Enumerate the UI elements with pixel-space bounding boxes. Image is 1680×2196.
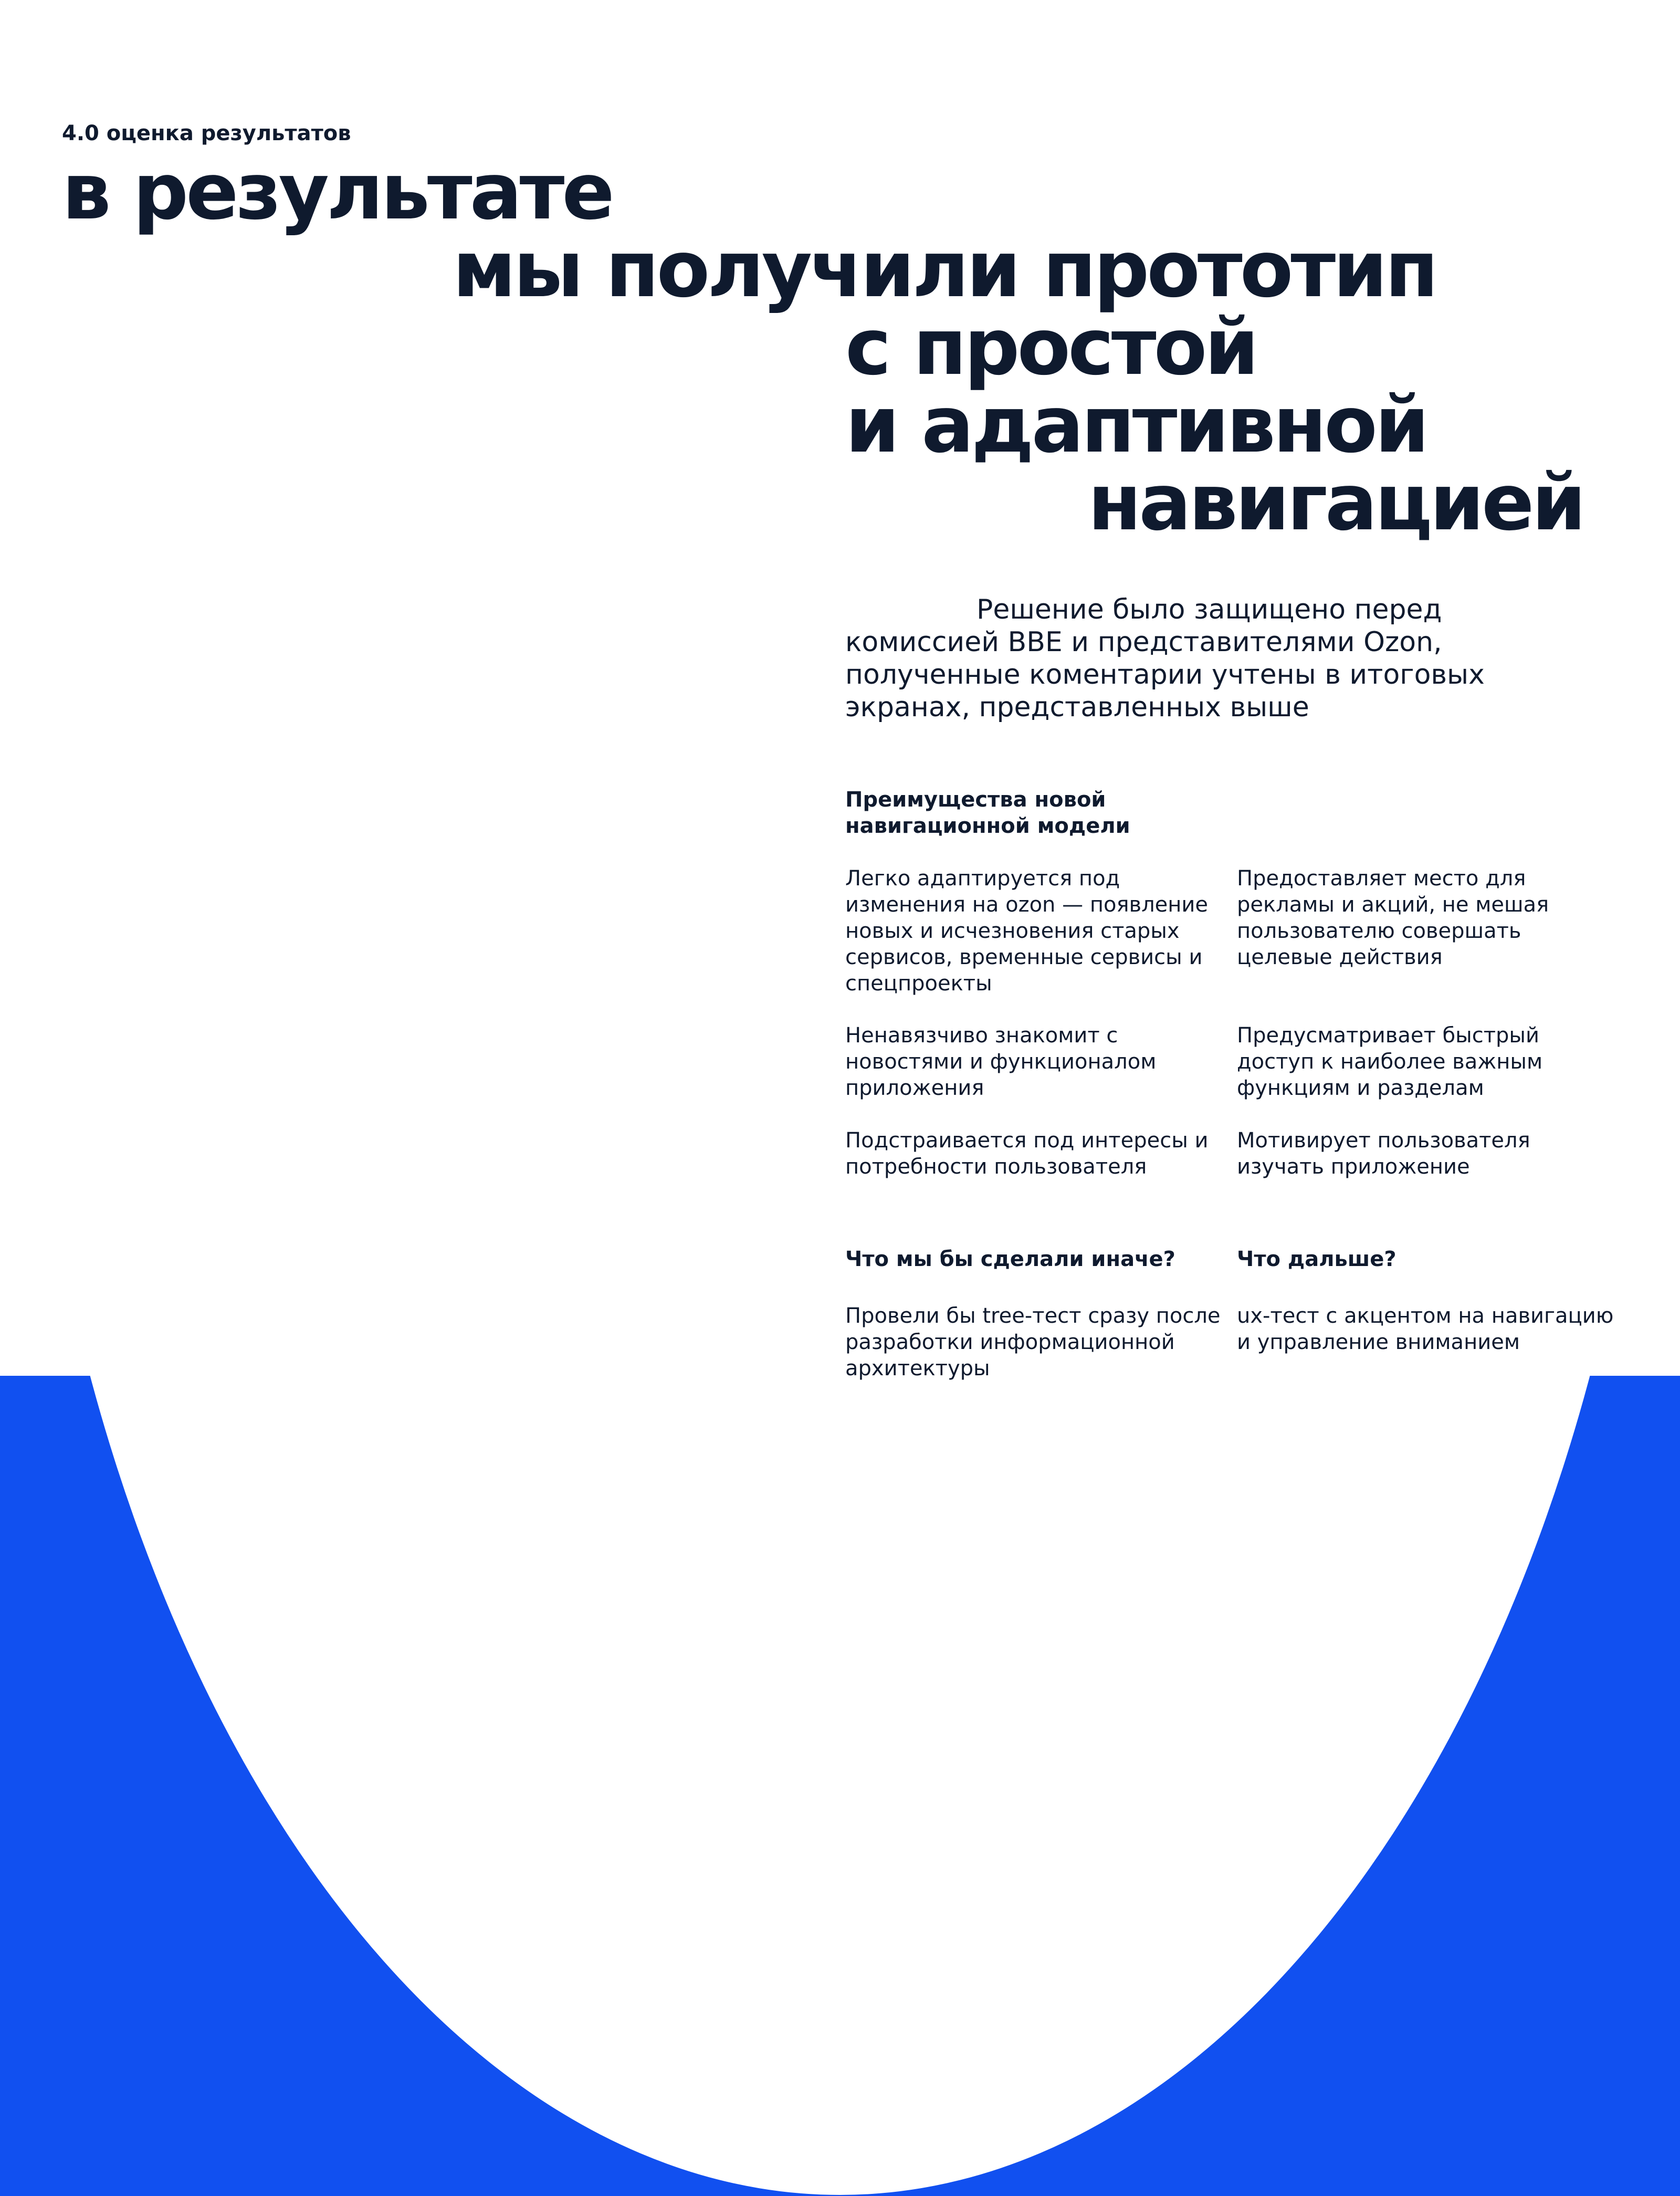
- advantage-item: Предоставляет место для рекламы и акций, не мешая пользователю совершать целевые действия: [1237, 866, 1549, 969]
- headline-line-3: с простой: [845, 302, 1257, 392]
- next-text: ux-тест с акцентом на навигацию и управление вниманием: [1237, 1304, 1614, 1354]
- section-label: 4.0 оценка результатов: [62, 121, 351, 145]
- advantage-item: Предусматривает быстрый доступ к наиболее важным функциям и разделам: [1237, 1023, 1543, 1100]
- advantage-item: Подстраивается под интересы и потребности пользователя: [845, 1128, 1209, 1179]
- advantage-item: Ненавязчиво знакомит с новостями и функционалом приложения: [845, 1023, 1157, 1100]
- lead-paragraph: Решение было защищено перед комиссией ВВЕ и представителями Ozon, полученные коментарии учтены в итоговых экранах, представленных выше: [845, 594, 1485, 723]
- headline-line-4: и адаптивной: [845, 380, 1427, 470]
- advantages-title: Преимущества новой навигационной модели: [845, 788, 1130, 838]
- differently-title: Что мы бы сделали иначе?: [845, 1247, 1175, 1271]
- advantage-item: Легко адаптируется под изменения на ozon — появление новых и исчезновения старых сервисов, временные сервисы и спецпроекты: [845, 866, 1209, 996]
- next-title: Что дальше?: [1237, 1247, 1396, 1271]
- headline-line-1: в результате: [62, 147, 612, 237]
- differently-text: Провели бы tree-тест сразу после разработки информационной архитектуры: [845, 1304, 1221, 1381]
- advantage-item: Мотивирует пользователя изучать приложение: [1237, 1128, 1530, 1179]
- headline-line-2: мы получили прототип: [453, 224, 1436, 315]
- headline-line-5: навигацией: [1088, 457, 1584, 548]
